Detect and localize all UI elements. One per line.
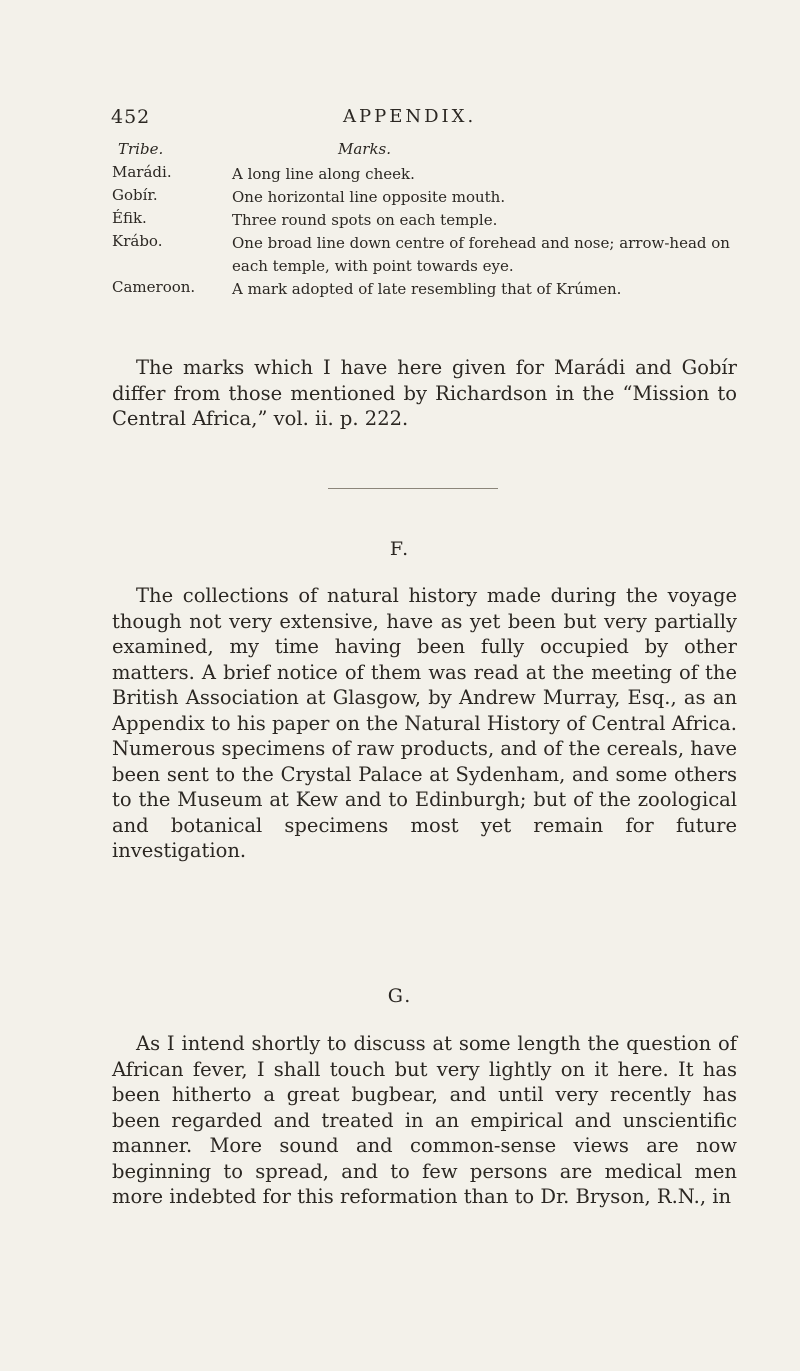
running-head [0, 106, 800, 134]
table-row [112, 186, 737, 209]
section-divider [328, 488, 498, 489]
tribe-mark: One broad line down centre of forehead and nose; arrow-head on each temple, with point towards eye. [232, 234, 730, 275]
tribe-mark: Three round spots on each temple. [232, 211, 498, 229]
tribe-name: Krábo. [112, 232, 163, 250]
running-title: APPENDIX. [343, 106, 477, 127]
tribe-name: Gobír. [112, 186, 158, 204]
paragraph-natural-history [112, 583, 737, 864]
column-header-marks: Marks. [338, 140, 392, 158]
table-row [112, 232, 737, 278]
section-heading-f: F. [389, 538, 411, 560]
tribe-name: Cameroon. [112, 278, 196, 296]
tribe-mark: A mark adopted of late resembling that of Krúmen. [232, 280, 622, 298]
page-number: 452 [111, 106, 151, 128]
table-row [112, 163, 737, 186]
paragraph-text: As I intend shortly to discuss at some length the question of African fever, I shall touch but very lightly on it here. It has been hitherto a great bugbear, and until very recently has been regarded and treated in an empirical and unscientific manner. More sound and common-sense views are now beginning to spread, and to few persons are medical men more indebted for this reformation than to Dr. Bryson, R.N., in [112, 1032, 737, 1208]
column-header-tribe: Tribe. [118, 140, 164, 158]
tribe-mark: One horizontal line opposite mouth. [232, 188, 506, 206]
paragraph-marks-note [112, 355, 737, 432]
tribal-marks-table [112, 140, 737, 301]
tribe-mark: A long line along cheek. [232, 165, 415, 183]
paragraph-text: The collections of natural history made during the voyage though not very extensive, have as yet been but very partially examined, my time having been fully occupied by other matters. A brief notice of them was read at the meeting of the British Association at Glasgow, by Andrew Murray, Esq., as an Appendix to his paper on the Natural History of Central Africa. Numerous specimens of raw products, and of the cereals, have been sent to the Crystal Palace at Sydenham, and some others to the Museum at Kew and to Edinburgh; but of the zoological and botanical specimens most yet remain for future investigation. [112, 584, 737, 862]
paragraph-african-fever [112, 1031, 737, 1210]
tribe-name: Éfik. [112, 209, 147, 227]
section-heading-g: G. [387, 985, 413, 1007]
table-row [112, 278, 737, 301]
table-row [112, 209, 737, 232]
table-header-row [112, 140, 737, 163]
tribe-name: Marádi. [112, 163, 172, 181]
paragraph-text: The marks which I have here given for Marádi and Gobír differ from those mentioned by Richardson in the “Mission to Central Africa,” vol. ii. p. 222. [112, 356, 737, 430]
